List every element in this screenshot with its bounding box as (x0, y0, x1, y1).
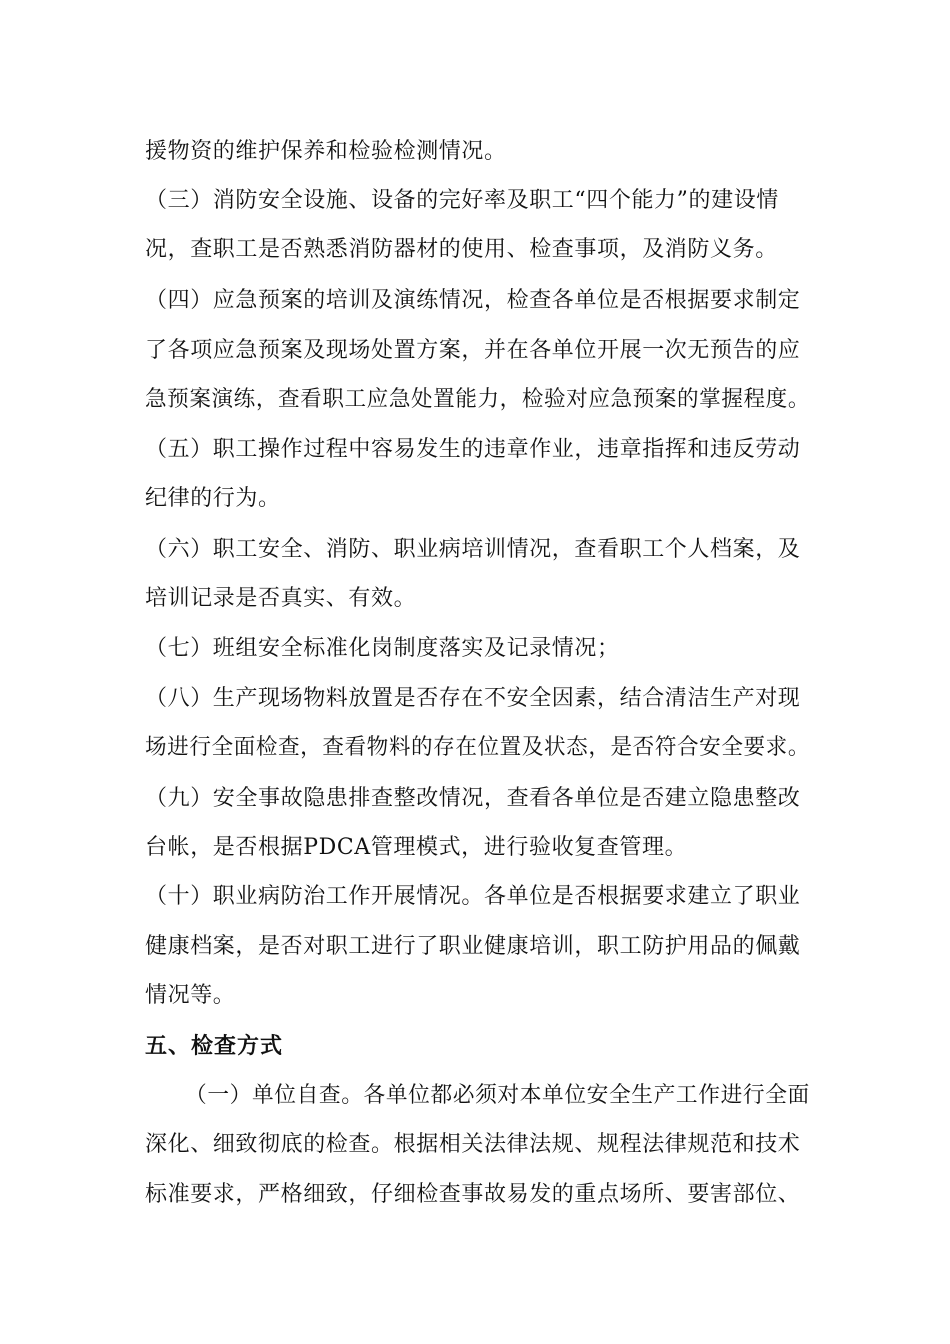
body-text-line: 健康档案，是否对职工进行了职业健康培训，职工防护用品的佩戴 (145, 934, 801, 959)
body-text-line: 况，查职工是否熟悉消防器材的使用、检查事项，及消防义务。 (145, 237, 778, 262)
body-text-line: （四）应急预案的培训及演练情况，检查各单位是否根据要求制定 (145, 288, 801, 313)
body-text-line: （十）职业病防治工作开展情况。各单位是否根据要求建立了职业 (145, 884, 801, 909)
body-text-line: 培训记录是否真实、有效。 (145, 586, 417, 611)
section-heading: 五、检查方式 (145, 1034, 284, 1059)
body-text-line: （九）安全事故隐患排查整改情况，查看各单位是否建立隐患整改 (145, 786, 801, 811)
body-text-line: （八）生产现场物料放置是否存在不安全因素，结合清洁生产对现 (145, 686, 801, 711)
body-text-line: （七）班组安全标准化岗制度落实及记录情况； (145, 636, 620, 661)
body-text-line: 了各项应急预案及现场处置方案，并在各单位开展一次无预告的应 (145, 338, 801, 363)
body-text-line: 台帐，是否根据PDCA管理模式，进行验收复查管理。 (145, 835, 688, 860)
body-text-line: 标准要求，严格细致，仔细检查事故易发的重点场所、要害部位、 (145, 1182, 801, 1207)
body-text-line: 援物资的维护保养和检验检测情况。 (145, 139, 507, 164)
body-text-line: （三）消防安全设施、设备的完好率及职工“四个能力”的建设情 (145, 188, 779, 213)
body-text-line: 场进行全面检查，查看物料的存在位置及状态，是否符合安全要求。 (145, 735, 810, 760)
body-text-line: 纪律的行为。 (145, 486, 281, 511)
body-text-line: 深化、细致彻底的检查。根据相关法律法规、规程法律规范和技术 (145, 1132, 801, 1157)
body-text-line: （六）职工安全、消防、职业病培训情况，查看职工个人档案，及 (145, 537, 801, 562)
body-text-line: （五）职工操作过程中容易发生的违章作业，违章指挥和违反劳动 (145, 437, 801, 462)
body-text-line: 急预案演练，查看职工应急处置能力，检验对应急预案的掌握程度。 (145, 387, 810, 412)
body-text-line: （一）单位自查。各单位都必须对本单位安全生产工作进行全面 (185, 1083, 810, 1108)
body-text-line: 情况等。 (145, 983, 236, 1008)
